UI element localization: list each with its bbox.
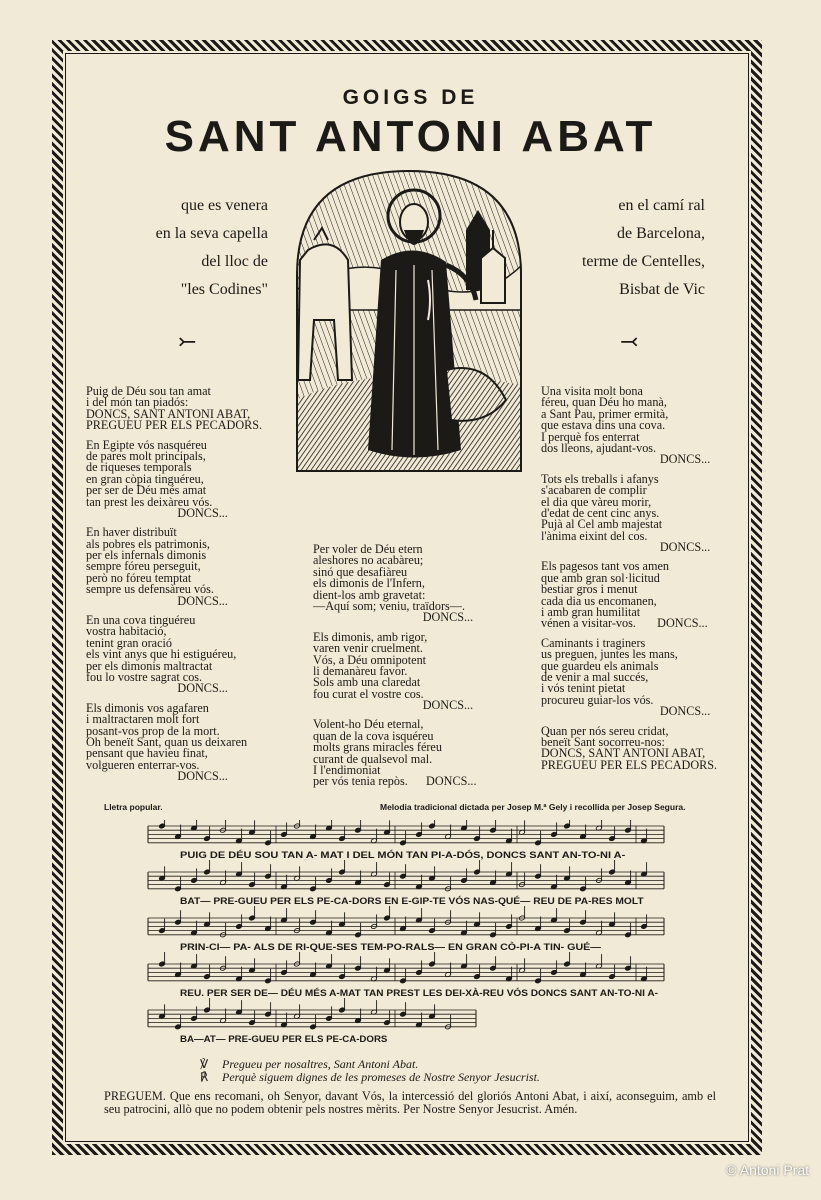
verse-line: I perquè fos enterrat [541, 429, 640, 444]
melody-credit: Melodia tradicional dictada per Josep M.ª Gely i recollida per Josep Segura. [380, 802, 686, 812]
subtitle-right-line: de Barcelona, [617, 225, 705, 242]
verse-line: vostra habitació, [86, 624, 167, 639]
verse-line: pensant que havieu finat, [86, 746, 208, 761]
staff [148, 860, 664, 906]
verse-line: Quan per nós sereu cridat, [541, 723, 669, 738]
verse-line: posant-vos prop de la mort. [86, 723, 220, 738]
verse-line: dos lleons, ajudant-vos. [541, 440, 657, 455]
stanza [86, 437, 262, 520]
verse-line: Tots els treballs i afanys [541, 471, 659, 486]
verse-line: sempre us defensàreu vós. [86, 582, 214, 597]
verse-line: —Aquí som; veniu, traïdors—. [313, 598, 465, 613]
flourish-right-icon: ⤙ [620, 329, 639, 354]
flourish-left-icon: ⤚ [178, 329, 197, 354]
verse-line: DONCS... [313, 610, 474, 625]
verse-line: Els dimonis, amb rigor, [313, 629, 428, 644]
music-lyric-line: BAT— PRE-GUEU PER ELS PE-CA-DORS EN E-GIP-TE VÓS NAS-QUÉ— REU DE PA-RES MOLT [180, 895, 589, 906]
music-lyric-line: PUIG DE DÉU SOU TAN A- MAT I DEL MÓN TAN PI-A-DÓS, DONCS SANT AN-TO-NI A- [180, 849, 545, 860]
stanza [541, 561, 717, 629]
copyright-watermark: © Antoni Prat [726, 1162, 809, 1178]
stanza [541, 723, 718, 772]
verse-line: fou lo vostre sagrat cos. [86, 669, 203, 684]
verse-line: PREGUEU PER ELS PECADORS. [541, 757, 718, 772]
verse-line: Puig de Déu sou tan amat [86, 384, 211, 398]
verse-line: als pobres els patrimonis, [86, 536, 210, 551]
stanza [541, 471, 717, 555]
stanza [313, 544, 477, 624]
music-lyric-line: PRIN-CI— PA- ALS DE RI-QUE-SES TEM-PO-RALS— EN GRAN CÒ-PI-A TIN- GUÉ— [180, 941, 536, 952]
verse-line: I l'endimoniat [313, 763, 381, 778]
staff [148, 952, 664, 998]
verse-line: En Egipte vós nasquéreu [86, 437, 207, 452]
verse-line: DONCS, SANT ANTONI ABAT, [86, 406, 251, 421]
verse-line: Vós, a Déu omnipotent [313, 652, 427, 667]
page-title: SANT ANTONI ABAT [164, 112, 657, 161]
verse-line: PREGUEU PER ELS PECADORS. [86, 418, 263, 433]
saint-woodcut-illustration [296, 170, 522, 472]
verse-line: l'ànima eixint del cos. [541, 528, 648, 543]
verse-line: sinó que desafiàreu [313, 564, 408, 579]
staff [148, 820, 664, 860]
verse-line: DONCS... [86, 505, 228, 520]
verse-line: Per voler de Déu etern [313, 542, 423, 556]
verse-line: de riqueses temporals [86, 460, 192, 475]
column-left [86, 386, 262, 791]
verse-line: sempre fóreu perseguit, [86, 559, 201, 574]
verse-line: bestiar gros i menut [541, 582, 638, 597]
verse-line: En una cova tinguéreu [86, 613, 196, 628]
kicker-title: GOIGS DE [342, 86, 479, 109]
verse-line: Sols amb una claredat [313, 675, 421, 690]
stanza [313, 629, 477, 713]
subtitle-right-line: Bisbat de Vic [619, 281, 705, 298]
verse-line: DONCS... [86, 769, 228, 784]
verse-line: en gran còpia tinguéreu, [86, 471, 204, 486]
stanza [86, 615, 262, 695]
subtitle-left-line: en la seva capella [155, 225, 268, 242]
verse-line: de venir a mal succés, [541, 669, 649, 684]
verse-line: beneït Sant socorreu-nos: [541, 734, 665, 749]
verse-line: cada dia us encomanen, [541, 593, 657, 608]
music-lyric-line: BA—AT— PRE-GUEU PER ELS PE-CA-DORS [180, 1033, 388, 1044]
verse-line: varen venir cruelment. [313, 641, 423, 656]
verse-line: el dia que vàreu morir, [541, 494, 652, 509]
verse-line: quan de la cova isquéreu [313, 728, 434, 743]
verse-line: tenint gran oració [86, 635, 172, 650]
column-middle [313, 544, 477, 796]
verse-line: DONCS... [86, 681, 228, 696]
verse-line: Oh beneït Sant, quan us deixaren [86, 734, 248, 749]
verse-line: que amb gran sol·licitud [541, 570, 660, 585]
verse-line: Caminants i traginers [541, 635, 646, 650]
subtitle-left [110, 192, 268, 304]
musical-score [146, 820, 668, 1060]
verse-line: d'edat de cent cinc anys. [541, 505, 660, 520]
verse-line: féreu, quan Déu ho manà, [541, 395, 667, 410]
verse-line: i maltractaren molt fort [86, 712, 200, 727]
verse-line: li demanàreu favor. [313, 663, 408, 678]
music-lyric-line: REU. PER SER DE— DÉU MÉS A-MAT TAN PREST LES DEI-XÀ-REU VÓS DONCS SANT AN-TO-NI A- [180, 987, 608, 998]
versicle-r-symbol: ℟ [200, 1070, 209, 1084]
verse-line: que estava dins una cova. [541, 418, 666, 433]
lyrics-credit: Lletra popular. [104, 802, 163, 812]
subtitle-left-line: del lloc de [201, 253, 268, 270]
versicle-block [200, 1058, 540, 1084]
verse-line: que guardeu els animals [541, 658, 659, 673]
stanza [86, 700, 262, 784]
verse-line: volgueren enterrar-vos. [86, 757, 200, 772]
verse-line: per els infernals dimonis [86, 548, 207, 563]
verse-line: Una visita molt bona [541, 384, 643, 398]
verse-line: a Sant Pau, primer ermità, [541, 406, 669, 421]
verse-line: Els dimonis vos agafaren [86, 700, 209, 715]
verse-line: per vós tenia repòs. DONCS... [313, 774, 477, 789]
stanza [313, 719, 477, 787]
verse-line: i amb gran humilitat [541, 605, 641, 620]
prayer-text: PREGUEM. Que ens recomani, oh Senyor, davant Vós, la intercessió del gloriós Antoni Abat, i així, aconseguim, amb el seu patrocini, allò que no podem obtenir pels nostres mèrits. Per Nostre Senyor Jesucrist. Amén. [104, 1089, 716, 1116]
response-text: Perquè siguem dignes de les promeses de Nostre Senyor Jesucrist. [222, 1070, 540, 1084]
verse-line: Els pagesos tant vos amen [541, 559, 669, 574]
subtitle-right-line: terme de Centelles, [581, 253, 705, 270]
staff [148, 906, 664, 952]
verse-line: per ser de Déu més amat [86, 483, 207, 498]
verse-line: DONCS, SANT ANTONI ABAT, [541, 746, 706, 761]
verse-line: us preguen, juntes les mans, [541, 647, 678, 662]
verse-line: de pares molt principals, [86, 448, 206, 463]
subtitle-left-line: que es venera [180, 197, 268, 214]
verse-line: vénen a visitar-vos. DONCS... [541, 616, 708, 631]
stanza [86, 386, 262, 432]
versicle-v-symbol: ℣ [200, 1057, 209, 1071]
verse-line: curant de qualsevol mal. [313, 751, 433, 766]
subtitle-right [545, 192, 705, 304]
verse-line: s'acabaren de complir [541, 483, 647, 498]
verse-line: dient-los amb gravetat: [313, 587, 426, 602]
verse-line: DONCS... [541, 704, 711, 719]
verse-line: però no fóreu temptat [86, 570, 192, 585]
stanza [541, 635, 717, 719]
verse-line: i vós tenint pietat [541, 681, 626, 696]
verse-line: tan prest les deixàreu vós. [86, 494, 213, 509]
verse-line: molts grans miracles féreu [313, 740, 442, 755]
verse-line: i del món tan piadós: [86, 395, 189, 410]
verse-line: Pujà al Cel amb majestat [541, 517, 663, 532]
verse-line: els vint anys que hi estiguéreu, [86, 647, 237, 662]
verse-line: DONCS... [541, 540, 711, 555]
verse-line: En haver distribuït [86, 525, 177, 540]
staff [148, 998, 476, 1044]
verse-line: DONCS... [541, 452, 711, 467]
verse-line: fou curat el vostre cos. [313, 686, 424, 701]
column-right [541, 386, 717, 779]
stanza [86, 527, 262, 607]
stanza [541, 386, 717, 466]
versicle-text: Pregueu per nosaltres, Sant Antoni Abat. [222, 1057, 419, 1071]
verse-line: els dimonis de l'Infern, [313, 576, 425, 591]
verse-line: DONCS... [86, 593, 228, 608]
verse-line: per els dimonis maltractat [86, 658, 213, 673]
verse-line: procureu guiar-los vós. [541, 692, 654, 707]
verse-line: DONCS... [313, 698, 474, 713]
verse-line: Volent-ho Déu eternal, [313, 717, 424, 732]
subtitle-right-line: en el camí ral [618, 197, 705, 214]
verse-line: aleshores no acabàreu; [313, 553, 424, 568]
subtitle-left-line: "les Codines" [180, 281, 268, 298]
